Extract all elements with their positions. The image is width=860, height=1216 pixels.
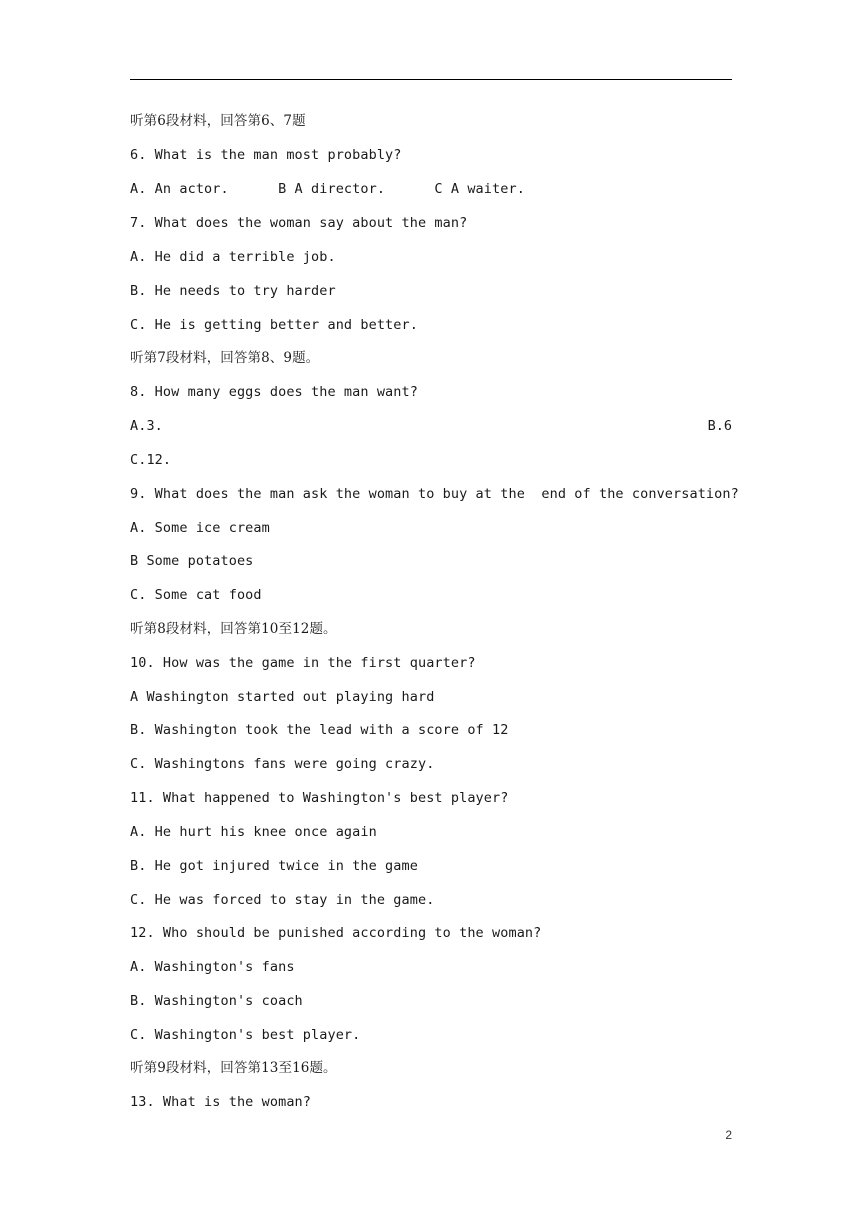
question-11: 11. What happened to Washington's best player? [130, 790, 509, 806]
page-number: 2 [725, 1128, 732, 1142]
question-7-option-b: B. He needs to try harder [130, 283, 336, 299]
section-8-header: 听第8段材料，回答第10至12题。 [130, 621, 337, 637]
section-6-header: 听第6段材料，回答第6、7题 [130, 113, 306, 129]
question-7: 7. What does the woman say about the man? [130, 215, 468, 231]
question-8-option-c: C.12. [130, 452, 172, 468]
question-7-option-c: C. He is getting better and better. [130, 317, 418, 333]
question-11-option-c: C. He was forced to stay in the game. [130, 892, 435, 908]
question-9-option-a: A. Some ice cream [130, 520, 270, 536]
question-6: 6. What is the man most probably? [130, 147, 402, 163]
question-10: 10. How was the game in the first quarter? [130, 655, 476, 671]
question-9-option-c: C. Some cat food [130, 587, 262, 603]
question-6-options: A. An actor. B A director. C A waiter. [130, 181, 525, 197]
section-9-header: 听第9段材料，回答第13至16题。 [130, 1060, 337, 1076]
question-9-option-b: B Some potatoes [130, 553, 254, 569]
question-10-option-a: A Washington started out playing hard [130, 689, 435, 705]
question-8-option-a: A.3. [130, 418, 163, 434]
question-11-option-b: B. He got injured twice in the game [130, 858, 418, 874]
question-8: 8. How many eggs does the man want? [130, 384, 418, 400]
header-rule [130, 79, 732, 80]
question-13: 13. What is the woman? [130, 1094, 312, 1110]
section-7-header: 听第7段材料，回答第8、9题。 [130, 350, 320, 366]
question-12-option-c: C. Washington's best player. [130, 1027, 361, 1043]
question-12-option-a: A. Washington's fans [130, 959, 295, 975]
question-10-option-b: B. Washington took the lead with a score of 12 [130, 722, 509, 738]
question-10-option-c: C. Washingtons fans were going crazy. [130, 756, 435, 772]
question-7-option-a: A. He did a terrible job. [130, 249, 336, 265]
question-8-option-b: B.6 [707, 418, 732, 434]
question-11-option-a: A. He hurt his knee once again [130, 824, 377, 840]
question-9: 9. What does the man ask the woman to buy at the end of the conversation? [130, 486, 739, 502]
question-12-option-b: B. Washington's coach [130, 993, 303, 1009]
question-12: 12. Who should be punished according to the woman? [130, 925, 542, 941]
